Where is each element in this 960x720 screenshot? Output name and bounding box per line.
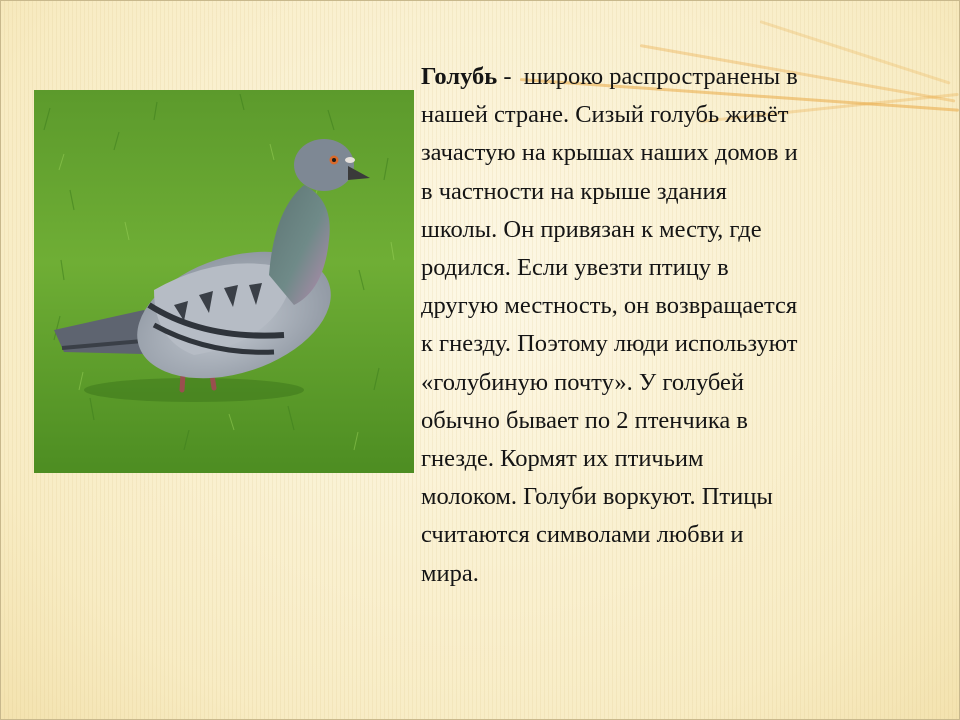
pigeon-photo [34,90,414,473]
text-line: другую местность, он возвращается [421,292,798,320]
slide-text [421,58,926,593]
text-line: нашей стране. Сизый голубь живёт [421,101,789,129]
text-line: к гнезду. Поэтому люди используют [421,330,798,358]
text-line: считаются символами любви и [421,521,744,549]
pigeon-illustration [34,90,414,473]
text-line-content: широко распространены в [523,63,798,90]
text-line: гнезде. Кормят их птичьим [421,445,704,473]
text-line: зачастую на крышах наших домов и [421,139,798,167]
slide-title: Голубь [421,63,498,90]
text-line: в частности на крыше здания [421,177,727,205]
text-line: обычно бывает по 2 птенчика в [421,406,748,434]
text-line [421,58,926,96]
text-line: молоком. Голуби воркуют. Птицы [421,483,773,511]
text-line: мира. [421,559,479,587]
text-line: родился. Если увезти птицу в [421,254,729,282]
text-line: «голубиную почту». У голубей [421,368,745,396]
text-line: школы. Он привязан к месту, где [421,215,762,243]
title-dash: - [497,63,518,90]
